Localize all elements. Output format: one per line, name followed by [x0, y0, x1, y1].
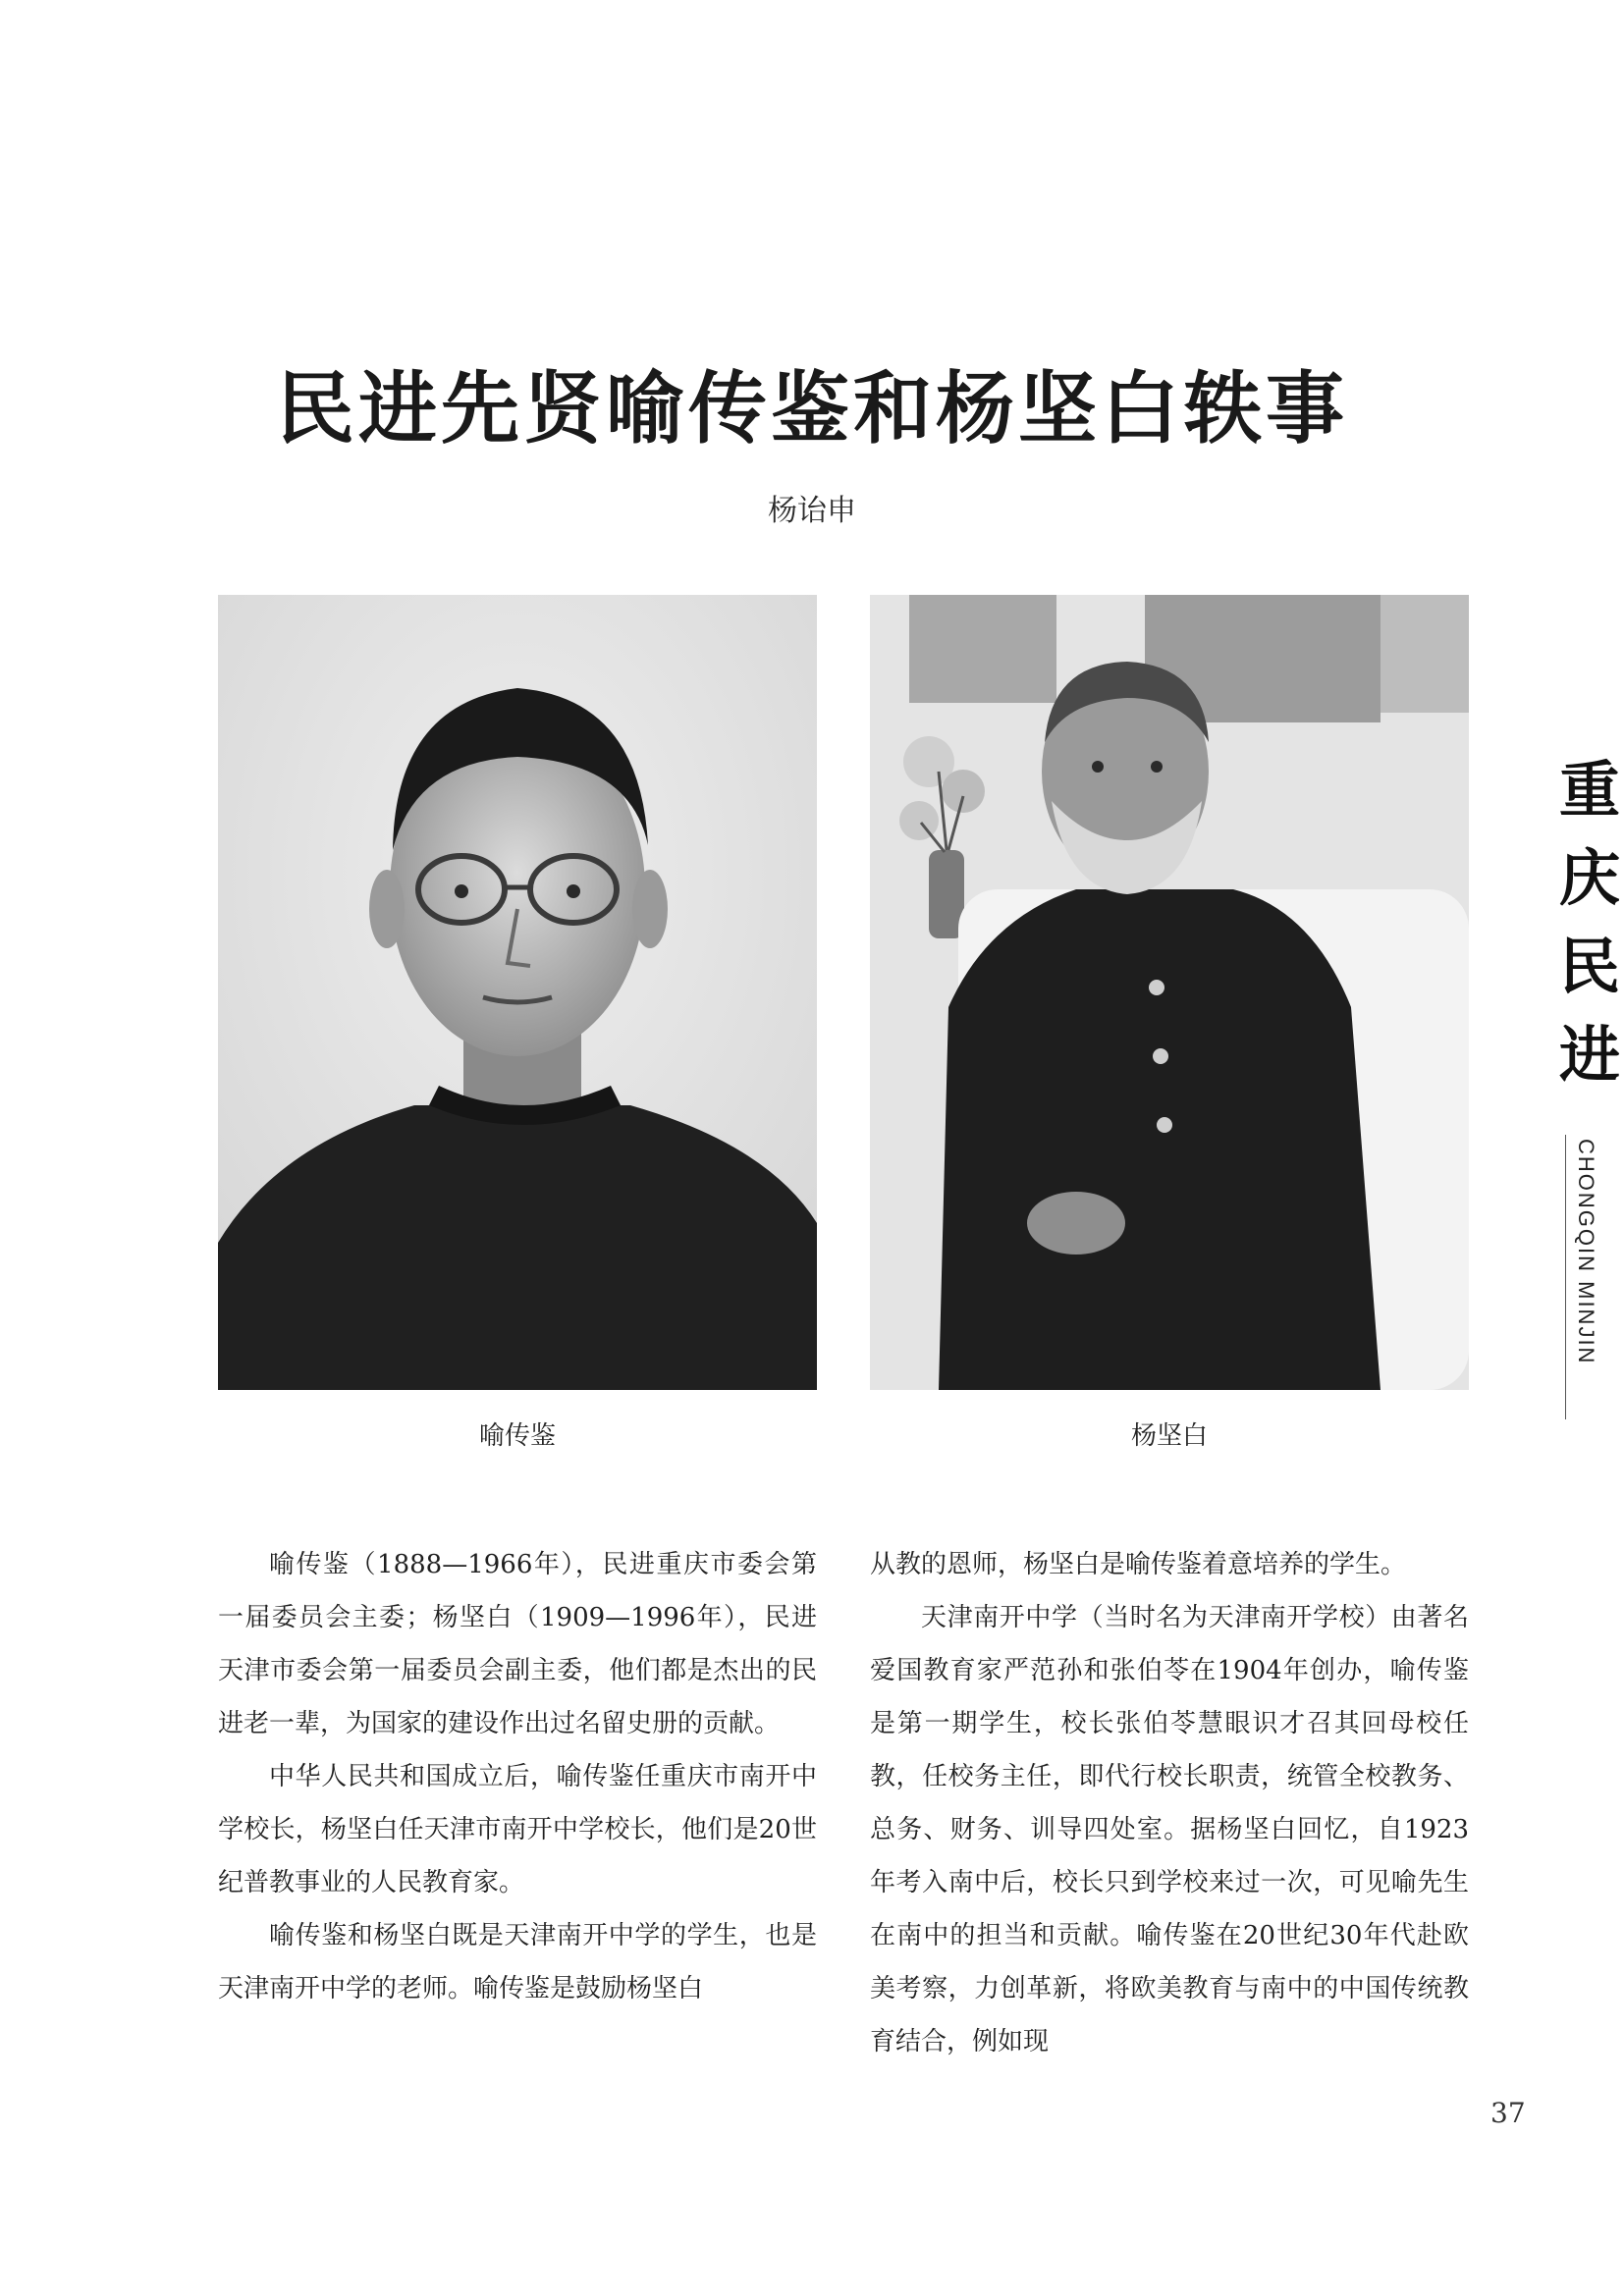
brand-calligraphy	[1555, 746, 1624, 1099]
body-column-left	[218, 1538, 817, 2015]
portrait-photo-yang	[870, 595, 1469, 1390]
brand-char: 庆	[1558, 842, 1620, 914]
body-paragraph: 中华人民共和国成立后，喻传鉴任重庆市南开中学校长，杨坚白任天津市南开中学校长，他们是20世纪普教事业的人民教育家。	[218, 1762, 817, 1897]
body-column-right	[870, 1538, 1469, 2068]
brand-char: 重	[1558, 754, 1620, 826]
photo-caption: 杨坚白	[1130, 1421, 1208, 1451]
magazine-side-brand	[1545, 746, 1624, 1453]
portrait-photo-yu	[218, 595, 817, 1390]
body-paragraph: 从教的恩师，杨坚白是喻传鉴着意培养的学生。	[870, 1550, 1407, 1579]
brand-char: 民	[1558, 931, 1620, 1002]
brand-char: 进	[1558, 1019, 1620, 1091]
photo-caption: 喻传鉴	[478, 1421, 556, 1451]
body-paragraph: 喻传鉴（1888—1966年），民进重庆市委会第一届委员会主委；杨坚白（1909—1996年），民进天津市委会第一届委员会副主委，他们都是杰出的民进老一辈，为国家的建设作出过名留史册的贡献。	[218, 1550, 817, 1738]
article-title: 民进先贤喻传鉴和杨坚白轶事	[276, 362, 1348, 454]
body-paragraph: 天津南开中学（当时名为天津南开学校）由著名爱国教育家严范孙和张伯苓在1904年创办，喻传鉴是第一期学生，校长张伯苓慧眼识才召其回母校任教，任校务主任，即代行校长职责，统管全校教务、总务、财务、训导四处室。据杨坚白回忆，自1923年考入南中后，校长只到学校来过一次，可见喻先生在南中的担当和贡献。喻传鉴在20世纪30年代赴欧美考察，力创革新，将欧美教育与南中的中国传统教育结合，例如现	[870, 1603, 1469, 2056]
brand-divider	[1565, 1135, 1566, 1419]
page-number: 37	[1490, 2097, 1526, 2129]
article-author: 杨诒申	[768, 494, 856, 528]
body-paragraph: 喻传鉴和杨坚白既是天津南开中学的学生，也是天津南开中学的老师。喻传鉴是鼓励杨坚白	[218, 1921, 817, 2003]
brand-latin-text: CHONGQIN MINJIN	[1574, 1139, 1598, 1365]
